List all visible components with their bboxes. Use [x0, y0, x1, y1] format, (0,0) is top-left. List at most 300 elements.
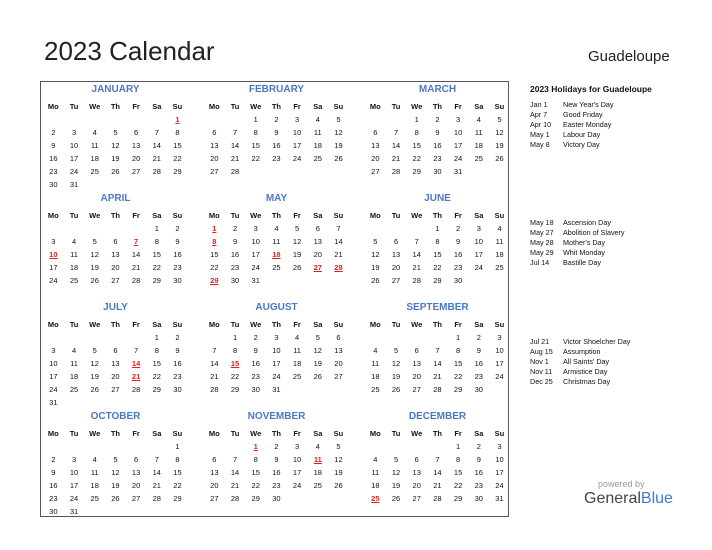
holiday-name: Victory Day [563, 140, 600, 149]
day-cell: 12 [90, 250, 99, 259]
day-cell: 6 [315, 224, 320, 233]
day-cell: 12 [371, 250, 380, 259]
country-name: Guadeloupe [588, 48, 670, 65]
day-cell: 2 [175, 224, 180, 233]
day-cell: 14 [230, 468, 240, 477]
day-cell: 23 [230, 263, 240, 272]
holiday-name: Good Friday [563, 110, 603, 119]
holiday-date: Jan 1 [530, 100, 548, 109]
day-cell: 1 [253, 115, 258, 124]
day-cell: 24 [69, 494, 79, 503]
day-cell: 29 [433, 276, 442, 285]
day-cell: 13 [131, 468, 141, 477]
day-cell: 8 [456, 455, 461, 464]
holiday-date: Nov 1 [530, 357, 549, 366]
holiday-name: Victor Shoelcher Day [563, 337, 631, 346]
weekday-header: Fr [454, 429, 462, 438]
day-cell: 7 [232, 455, 238, 464]
day-cell: 21 [433, 481, 442, 490]
day-cell: 30 [433, 167, 442, 176]
weekday-header: Su [333, 211, 344, 220]
weekday-header: We [411, 102, 423, 111]
holiday-date: May 29 [530, 248, 554, 257]
day-cell: 19 [292, 250, 302, 259]
day-cell: 19 [391, 481, 401, 490]
day-cell: 27 [391, 276, 401, 285]
day-cell: 21 [152, 481, 161, 490]
day-cell: 24 [292, 481, 302, 490]
empty-day [365, 331, 386, 344]
day-cell: 31 [272, 385, 281, 394]
day-cell: 31 [69, 180, 79, 189]
empty-day [146, 440, 167, 453]
empty-day [365, 113, 386, 126]
day-cell: 23 [453, 263, 463, 272]
day-cell: 3 [497, 442, 502, 451]
day-cell: 24 [474, 263, 483, 272]
day-cell: 3 [497, 333, 502, 342]
day-cell: 17 [69, 481, 79, 490]
day-cell: 17 [292, 468, 302, 477]
day-cell: 16 [433, 141, 442, 150]
day-cell: 17 [474, 250, 483, 259]
day-cell: 15 [152, 359, 161, 368]
day-cell: 25 [495, 263, 504, 272]
day-cell: 1 [175, 442, 180, 451]
month-december [365, 410, 510, 505]
day-cell: 31 [251, 276, 260, 285]
weekday-header: Sa [313, 102, 323, 111]
day-cell: 26 [111, 494, 120, 503]
day-cell: 30 [453, 276, 463, 285]
day-cell: 25 [90, 167, 99, 176]
holiday-day: 25 [371, 494, 380, 503]
day-cell: 19 [90, 372, 99, 381]
day-cell: 24 [495, 372, 504, 381]
empty-day [105, 222, 126, 235]
holiday-name: Abolition of Slavery [563, 228, 625, 237]
day-cell: 28 [152, 494, 161, 503]
day-cell: 19 [111, 481, 120, 490]
day-cell: 10 [495, 455, 504, 464]
empty-day [386, 440, 407, 453]
weekday-header: Tu [230, 320, 240, 329]
day-cell: 4 [373, 346, 378, 355]
empty-day [84, 222, 105, 235]
day-cell: 5 [315, 333, 320, 342]
day-cell: 19 [371, 263, 380, 272]
day-cell: 27 [131, 167, 141, 176]
day-cell: 28 [131, 385, 141, 394]
empty-day [386, 113, 407, 126]
day-cell: 26 [334, 154, 343, 163]
day-cell: 14 [433, 359, 442, 368]
brand-blue: Blue [640, 490, 673, 507]
weekday-header: Sa [313, 429, 323, 438]
weekday-header: Th [432, 102, 442, 111]
day-cell: 28 [210, 385, 219, 394]
month-name: MARCH [418, 84, 457, 95]
day-cell: 23 [173, 372, 182, 381]
day-cell: 5 [497, 115, 502, 124]
holiday-date: Apr 10 [530, 120, 552, 129]
powered-by-text: powered by [598, 479, 645, 489]
day-cell: 28 [230, 494, 240, 503]
weekday-header: Sa [474, 102, 484, 111]
holiday-row [530, 258, 625, 268]
day-cell: 5 [113, 455, 118, 464]
weekday-header: Sa [474, 429, 484, 438]
weekday-header: Mo [47, 320, 59, 329]
empty-day [105, 440, 126, 453]
day-cell: 16 [173, 250, 182, 259]
day-cell: 21 [210, 372, 219, 381]
day-cell: 16 [49, 154, 58, 163]
weekday-header: Tu [230, 102, 240, 111]
weekday-header: Sa [152, 320, 162, 329]
holiday-name: Christmas Day [563, 377, 611, 386]
weekday-header: Mo [208, 429, 220, 438]
day-cell: 3 [456, 115, 461, 124]
holiday-date: Dec 25 [530, 377, 553, 386]
weekday-header: Tu [230, 429, 240, 438]
day-cell: 10 [292, 128, 302, 137]
day-cell: 3 [71, 128, 77, 137]
day-cell: 12 [495, 128, 504, 137]
day-cell: 2 [51, 128, 56, 137]
weekday-header: We [411, 320, 423, 329]
day-cell: 4 [274, 224, 279, 233]
day-cell: 9 [476, 455, 481, 464]
day-cell: 17 [495, 359, 504, 368]
day-cell: 13 [412, 468, 421, 477]
day-cell: 20 [391, 263, 401, 272]
day-cell: 27 [371, 167, 380, 176]
day-cell: 20 [131, 154, 141, 163]
day-cell: 22 [251, 481, 260, 490]
holiday-date: May 8 [530, 140, 550, 149]
weekday-header: Th [271, 320, 281, 329]
weekday-header: Su [333, 429, 344, 438]
empty-day [386, 331, 407, 344]
day-cell: 15 [433, 250, 442, 259]
month-november [204, 410, 349, 505]
weekday-header: Fr [454, 211, 462, 220]
weekday-header: We [411, 429, 423, 438]
month-name: MAY [265, 193, 288, 204]
day-cell: 29 [173, 167, 182, 176]
day-cell: 20 [210, 481, 219, 490]
day-cell: 8 [154, 346, 159, 355]
day-cell: 21 [391, 154, 401, 163]
day-cell: 15 [453, 359, 463, 368]
holiday-row [530, 218, 625, 228]
weekday-header: Su [172, 211, 183, 220]
empty-day [43, 222, 64, 235]
empty-day [126, 222, 147, 235]
empty-day [225, 113, 246, 126]
day-cell: 18 [313, 141, 322, 150]
holiday-list [530, 100, 614, 150]
day-cell: 26 [495, 154, 504, 163]
holiday-day: 15 [230, 359, 240, 368]
holiday-name: New Year's Day [563, 100, 614, 109]
day-cell: 7 [414, 237, 419, 246]
day-cell: 20 [334, 359, 343, 368]
day-cell: 13 [334, 346, 343, 355]
holiday-date: Nov 11 [530, 367, 553, 376]
month-grid [43, 427, 188, 518]
day-cell: 25 [69, 385, 79, 394]
day-cell: 3 [51, 346, 56, 355]
day-cell: 2 [51, 455, 56, 464]
day-cell: 3 [274, 333, 279, 342]
weekday-header: Mo [369, 429, 381, 438]
holiday-day: 1 [253, 442, 258, 451]
empty-day [365, 222, 386, 235]
day-cell: 18 [474, 141, 483, 150]
weekday-header: Tu [391, 429, 401, 438]
day-cell: 7 [336, 224, 341, 233]
empty-day [105, 331, 126, 344]
day-cell: 11 [90, 141, 99, 150]
day-cell: 29 [453, 494, 463, 503]
day-cell: 6 [414, 346, 419, 355]
empty-day [84, 331, 105, 344]
day-cell: 4 [71, 237, 77, 246]
day-cell: 23 [173, 263, 182, 272]
month-grid [43, 209, 188, 287]
day-cell: 28 [433, 385, 442, 394]
day-cell: 9 [232, 237, 238, 246]
day-cell: 29 [152, 385, 161, 394]
day-cell: 26 [371, 276, 380, 285]
holiday-date: Aug 15 [530, 347, 553, 356]
weekday-header: Sa [474, 211, 484, 220]
month-name: JANUARY [91, 84, 140, 95]
holiday-day: 29 [210, 276, 219, 285]
day-cell: 13 [210, 468, 219, 477]
weekday-header: Tu [69, 102, 79, 111]
weekday-header: Th [110, 211, 120, 220]
day-cell: 4 [497, 224, 502, 233]
day-cell: 4 [476, 115, 481, 124]
empty-day [406, 440, 427, 453]
holiday-row [530, 130, 614, 140]
weekday-header: Th [110, 320, 120, 329]
holiday-name: Mother's Day [563, 238, 606, 247]
day-cell: 19 [313, 359, 322, 368]
day-cell: 31 [495, 494, 504, 503]
day-cell: 10 [49, 359, 58, 368]
day-cell: 16 [453, 250, 463, 259]
day-cell: 31 [69, 507, 79, 516]
day-cell: 19 [334, 141, 343, 150]
weekday-header: Fr [293, 102, 301, 111]
weekday-header: Mo [369, 320, 381, 329]
day-cell: 3 [51, 237, 56, 246]
day-cell: 19 [111, 154, 120, 163]
day-cell: 1 [154, 333, 159, 342]
day-cell: 30 [230, 276, 240, 285]
day-cell: 14 [391, 141, 401, 150]
day-cell: 9 [175, 346, 180, 355]
day-cell: 10 [495, 346, 504, 355]
day-cell: 6 [113, 237, 118, 246]
day-cell: 16 [272, 468, 281, 477]
month-name: DECEMBER [408, 411, 467, 422]
month-grid [365, 427, 510, 505]
month-grid [365, 100, 510, 178]
day-cell: 30 [49, 507, 58, 516]
day-cell: 28 [230, 167, 240, 176]
day-cell: 22 [453, 372, 463, 381]
day-cell: 4 [315, 442, 320, 451]
holiday-row [530, 377, 630, 387]
day-cell: 26 [391, 385, 401, 394]
empty-day [126, 113, 147, 126]
weekday-header: Su [172, 102, 183, 111]
day-cell: 15 [173, 141, 182, 150]
day-cell: 21 [433, 372, 442, 381]
holiday-row [530, 347, 630, 357]
day-cell: 18 [371, 372, 380, 381]
day-cell: 10 [453, 128, 463, 137]
holiday-date: May 28 [530, 238, 554, 247]
day-cell: 8 [154, 237, 159, 246]
day-cell: 1 [154, 224, 159, 233]
day-cell: 19 [495, 141, 504, 150]
day-cell: 14 [131, 250, 141, 259]
day-cell: 29 [230, 385, 240, 394]
day-cell: 4 [315, 115, 320, 124]
weekday-header: Mo [208, 211, 220, 220]
empty-day [64, 222, 85, 235]
day-cell: 12 [334, 128, 343, 137]
day-cell: 27 [412, 385, 421, 394]
day-cell: 2 [274, 442, 279, 451]
month-february [204, 83, 349, 178]
day-cell: 24 [453, 154, 463, 163]
day-cell: 31 [49, 398, 58, 407]
weekday-header: Fr [132, 211, 140, 220]
day-cell: 23 [272, 154, 281, 163]
day-cell: 5 [295, 224, 300, 233]
weekday-header: Fr [293, 320, 301, 329]
day-cell: 2 [456, 224, 461, 233]
weekday-header: Tu [230, 211, 240, 220]
day-cell: 5 [336, 442, 341, 451]
day-cell: 19 [391, 372, 401, 381]
month-may [204, 192, 349, 287]
holiday-day: 7 [134, 237, 139, 246]
day-cell: 25 [292, 372, 302, 381]
weekday-header: We [250, 102, 262, 111]
day-cell: 26 [90, 385, 99, 394]
month-september [365, 301, 510, 396]
holiday-row [530, 337, 630, 347]
holiday-row [530, 238, 625, 248]
day-cell: 7 [435, 455, 440, 464]
day-cell: 8 [456, 346, 461, 355]
day-cell: 27 [111, 276, 120, 285]
day-cell: 14 [433, 468, 442, 477]
month-grid [43, 318, 188, 409]
day-cell: 27 [210, 167, 219, 176]
month-grid [204, 318, 349, 396]
holiday-day: 1 [175, 115, 180, 124]
day-cell: 28 [391, 167, 401, 176]
empty-day [64, 113, 85, 126]
holiday-date: Jul 21 [530, 337, 550, 346]
weekday-header: Fr [132, 429, 140, 438]
day-cell: 18 [69, 263, 79, 272]
holiday-name: Ascension Day [563, 218, 611, 227]
day-cell: 16 [251, 359, 260, 368]
weekday-header: Sa [313, 320, 323, 329]
day-cell: 18 [495, 250, 504, 259]
month-name: FEBRUARY [248, 84, 305, 95]
day-cell: 5 [92, 237, 97, 246]
empty-day [365, 440, 386, 453]
day-cell: 1 [414, 115, 419, 124]
day-cell: 14 [210, 359, 219, 368]
day-cell: 6 [414, 455, 419, 464]
holiday-list [530, 218, 625, 268]
day-cell: 21 [131, 263, 141, 272]
holiday-date: May 27 [530, 228, 554, 237]
empty-day [64, 440, 85, 453]
weekday-header: Th [271, 429, 281, 438]
weekday-header: Fr [132, 102, 140, 111]
day-cell: 14 [334, 237, 343, 246]
day-cell: 11 [272, 237, 281, 246]
empty-day [105, 113, 126, 126]
empty-day [126, 440, 147, 453]
day-cell: 23 [49, 494, 58, 503]
day-cell: 10 [272, 346, 281, 355]
month-october [43, 410, 188, 518]
weekday-header: Th [110, 102, 120, 111]
empty-day [64, 331, 85, 344]
day-cell: 2 [253, 333, 258, 342]
day-cell: 6 [212, 455, 217, 464]
day-cell: 1 [232, 333, 238, 342]
holiday-row [530, 248, 625, 258]
day-cell: 23 [251, 372, 260, 381]
weekday-header: Su [494, 102, 505, 111]
holiday-day: 10 [49, 250, 58, 259]
holiday-list [530, 337, 630, 387]
day-cell: 12 [391, 359, 401, 368]
day-cell: 30 [272, 494, 281, 503]
holidays-title: 2023 Holidays for Guadeloupe [530, 84, 652, 94]
day-cell: 26 [334, 481, 343, 490]
day-cell: 5 [113, 128, 118, 137]
weekday-header: We [89, 429, 101, 438]
day-cell: 28 [152, 167, 161, 176]
empty-day [43, 113, 64, 126]
calendar-frame [40, 81, 509, 517]
day-cell: 9 [274, 128, 279, 137]
day-cell: 12 [111, 468, 120, 477]
day-cell: 3 [253, 224, 258, 233]
weekday-header: Su [172, 429, 183, 438]
empty-day [386, 222, 407, 235]
holiday-row [530, 357, 630, 367]
holiday-name: All Saints' Day [563, 357, 610, 366]
day-cell: 12 [391, 468, 401, 477]
